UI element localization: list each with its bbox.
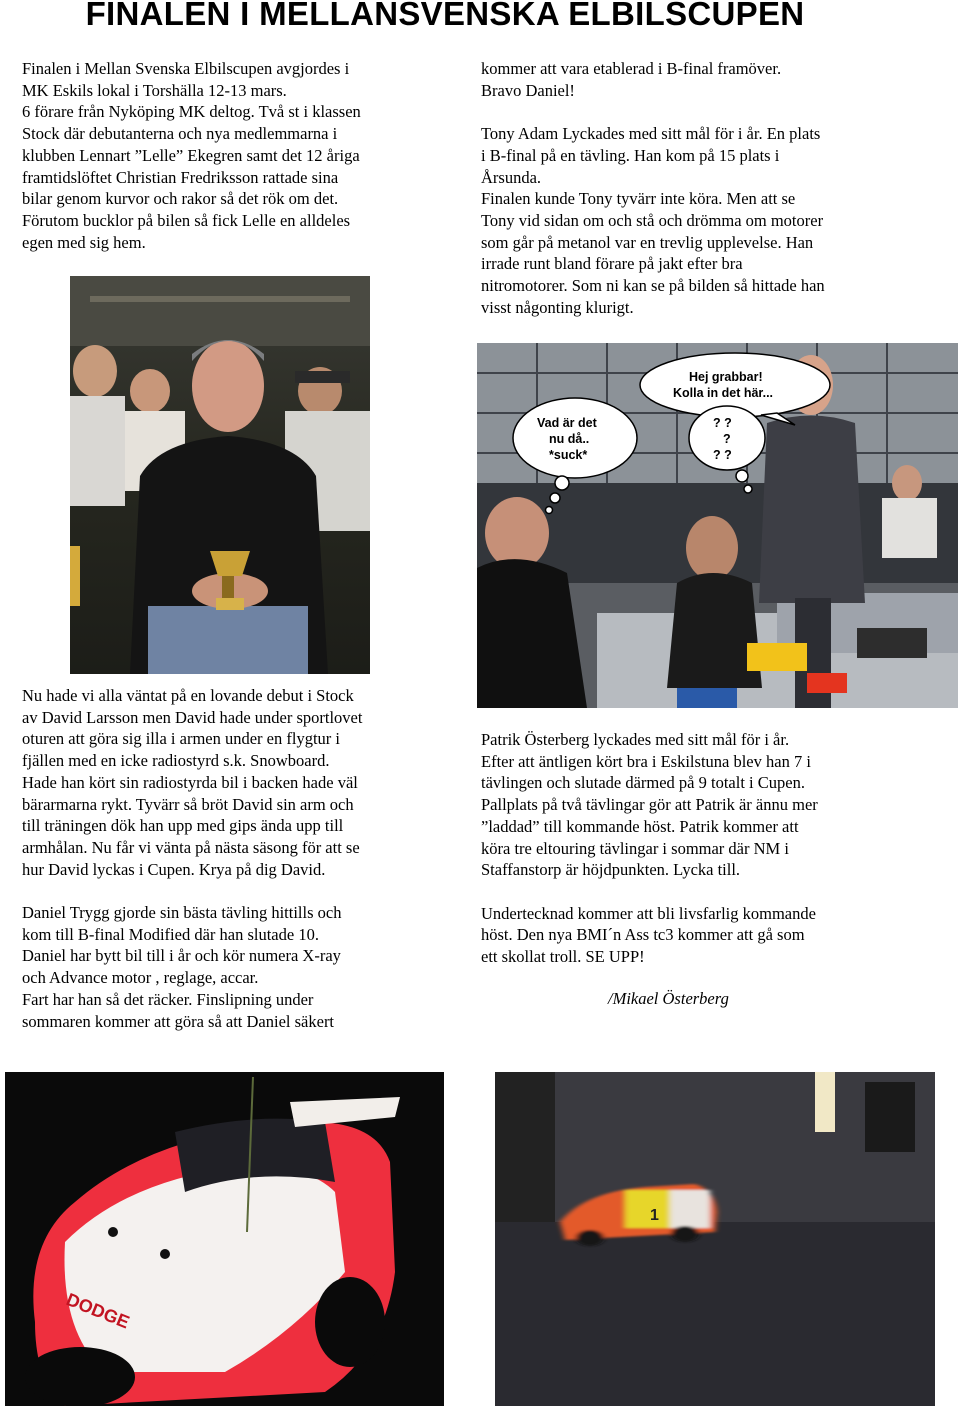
text-line: fjällen med en icke radiostyrd s.k. Snowboard. — [22, 751, 330, 771]
text-line: till träningen dök han upp med gips ända upp till — [22, 816, 344, 836]
text-line: Tony vid sidan om och stå och drömma om motorer — [481, 210, 824, 230]
thought-bubble-right-line1: ? ? — [713, 416, 732, 430]
article-column-2-bottom — [481, 729, 921, 968]
text-line: armhålan. Nu får vi vänta på nästa säsong för att se — [22, 837, 360, 857]
article-column-1-bottom — [22, 685, 462, 1032]
text-line: Daniel har bytt bil till i år och kör numera X-ray — [22, 946, 341, 966]
thought-bubble-left-line2: nu då.. — [549, 432, 590, 446]
photo-trophy-winner — [70, 276, 370, 674]
text-line: Pallplats på två tävlingar gör att Patrik är ännu mer — [481, 795, 818, 815]
text-line: i B-final på en tävling. Han kom på 15 plats i — [481, 145, 780, 165]
text-line: egen med sig hem. — [22, 232, 146, 252]
car-number: 1 — [650, 1207, 659, 1224]
paragraph-gap — [22, 880, 462, 902]
text-line: som går på metanol var en trevlig upplevelse. Han — [481, 232, 814, 252]
text-line: klubben Lennart ”Lelle” Ekegren samt det 12 åriga — [22, 145, 360, 165]
text-line: höst. Den nya BMI´n Ass tc3 kommer att gå som — [481, 925, 805, 945]
thought-bubble-left-line3: *suck* — [549, 448, 588, 462]
text-line: Staffanstorp är höjdpunkten. Lycka till. — [481, 860, 741, 880]
text-line: Nu hade vi alla väntat på en lovande debut i Stock — [22, 686, 354, 705]
photo-dodge-body — [5, 1072, 444, 1406]
text-line: ”laddad” till kommande höst. Patrik kommer att — [481, 816, 799, 836]
text-line: Årsunda. — [481, 167, 542, 187]
photo-car-on-track — [495, 1072, 935, 1406]
text-line: kommer att vara etablerad i B-final framöver. — [481, 59, 782, 78]
text-line: framtidslöftet Christian Fredriksson rattade sina — [22, 167, 339, 187]
thought-bubble-left-line1: Vad är det — [537, 416, 597, 430]
text-line: MK Eskils lokal i Torshälla 12-13 mars. — [22, 80, 287, 100]
text-line: nitromotorer. Som ni kan se på bilden så hittade han — [481, 276, 825, 296]
text-line: Stock där debutanterna och nya medlemmarna i — [22, 124, 338, 144]
text-line: Hade han kört sin radiostyrda bil i backen hade väl — [22, 772, 358, 792]
thought-bubble-right-line3: ? ? — [713, 448, 732, 462]
text-line: tävlingen och slutade därmed på 9 totalt i Cupen. — [481, 773, 805, 793]
text-line: Finalen kunde Tony tyvärr inte köra. Men att se — [481, 189, 796, 209]
paragraph-gap — [481, 101, 921, 123]
text-line: kom till B-final Modified där han slutade 10. — [22, 924, 319, 944]
text-line: Tony Adam Lyckades med sitt mål för i år. En plats — [481, 124, 821, 144]
text-line: av David Larsson men David hade under sportlovet — [22, 707, 363, 727]
text-line: bärarmarna rykt. Tyvärr så bröt David sin arm och — [22, 794, 354, 814]
text-line: och Advance motor , reglage, accar. — [22, 968, 259, 988]
text-line: Bravo Daniel! — [481, 80, 575, 100]
text-line: visst någonting klurigt. — [481, 297, 634, 317]
text-line: Finalen i Mellan Svenska Elbilscupen avgjordes i — [22, 59, 350, 78]
signature: /Mikael Österberg — [608, 989, 729, 1008]
text-line: sommaren kommer att göra så att Daniel säkert — [22, 1011, 335, 1031]
photo-pit-bubbles — [477, 343, 958, 708]
thought-bubble-right-line2: ? — [723, 432, 731, 446]
text-line: köra tre eltouring tävlingar i sommar där NM i — [481, 838, 789, 858]
text-line: Daniel Trygg gjorde sin bästa tävling hittills och — [22, 903, 342, 923]
text-line: oturen att göra sig illa i armen under en flygtur i — [22, 729, 340, 749]
page-title: FINALEN I MELLANSVENSKA ELBILSCUPEN — [85, 0, 805, 32]
text-line: Förutom bucklor på bilen så fick Lelle en alldeles — [22, 210, 351, 230]
paragraph-gap — [481, 881, 921, 903]
article-column-2-top — [481, 58, 921, 318]
text-line: Fart har han så det räcker. Finslipning under — [22, 989, 314, 1009]
text-line: hur David lyckas i Cupen. Krya på dig David. — [22, 859, 326, 879]
speech-bubble-line1: Hej grabbar! — [689, 370, 763, 384]
car-hood-text: DODGE — [63, 1289, 133, 1333]
text-line: Patrik Österberg lyckades med sitt mål för i år. — [481, 730, 790, 749]
text-line: irrade runt bland förare på jakt efter bra — [481, 254, 743, 274]
text-line: ett skollat troll. SE UPP! — [481, 947, 645, 967]
speech-bubble-line2: Kolla in det här... — [673, 386, 774, 400]
text-line: Efter att äntligen kört bra i Eskilstuna blev han 7 i — [481, 751, 811, 771]
text-line: 6 förare från Nyköping MK deltog. Två st i klassen — [22, 102, 361, 122]
text-line: bilar genom kurvor och rakor så det rök om det. — [22, 189, 339, 209]
text-line: Undertecknad kommer att bli livsfarlig kommande — [481, 903, 816, 923]
article-column-1-top — [22, 58, 452, 253]
